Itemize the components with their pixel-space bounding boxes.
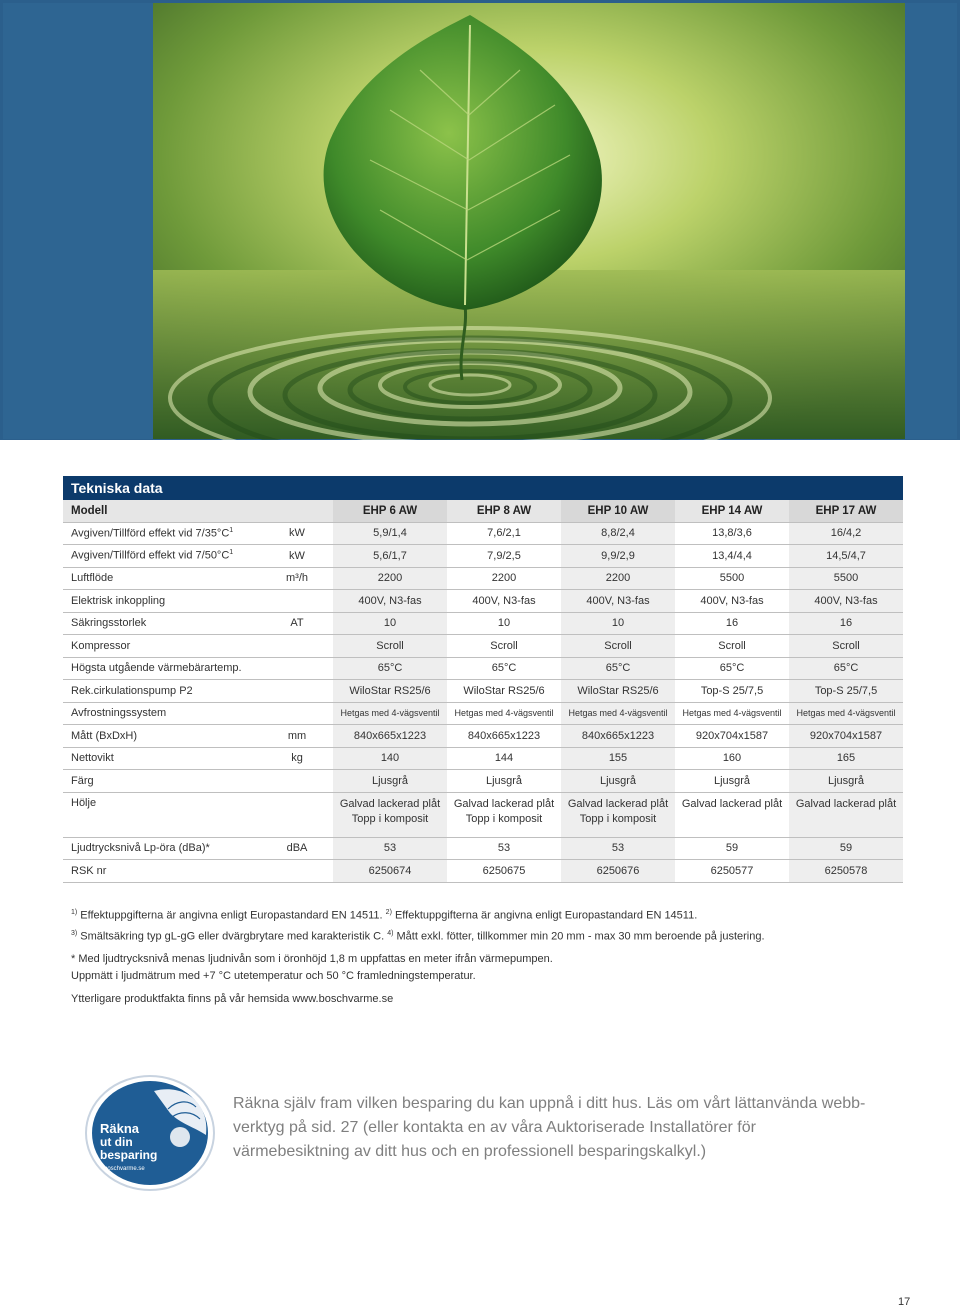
table-row xyxy=(63,590,903,613)
row-unit: mm xyxy=(261,725,333,748)
table-cell: 840x665x1223 xyxy=(447,725,561,748)
row-unit: dBA xyxy=(261,837,333,860)
row-label xyxy=(63,545,261,568)
table-cell: 7,9/2,5 xyxy=(447,545,561,568)
row-unit xyxy=(261,860,333,883)
table-cell: 65°C xyxy=(675,657,789,680)
table-cell: Ljusgrå xyxy=(789,770,903,793)
row-label xyxy=(63,747,261,770)
table-cell: 400V, N3-fas xyxy=(333,590,447,613)
row-label-text: Färg xyxy=(71,774,94,787)
row-label xyxy=(63,635,261,658)
savings-badge[interactable] xyxy=(84,1073,218,1193)
row-unit: m³/h xyxy=(261,567,333,590)
badge-line-3: besparing xyxy=(100,1148,158,1162)
row-unit: kg xyxy=(261,747,333,770)
table-cell: Hetgas med 4-vägsventil xyxy=(789,702,903,725)
table-cell: Scroll xyxy=(789,635,903,658)
row-label-text: Mått (BxDxH) xyxy=(71,729,137,742)
table-cell: Ljusgrå xyxy=(333,770,447,793)
table-cell: Galvad lackerad plåt Topp i komposit xyxy=(333,792,447,837)
table-cell: WiloStar RS25/6 xyxy=(333,680,447,703)
table-cell: Hetgas med 4-vägsventil xyxy=(447,702,561,725)
table-cell: 400V, N3-fas xyxy=(675,590,789,613)
table-cell: 59 xyxy=(789,837,903,860)
table-cell: 9,9/2,9 xyxy=(561,545,675,568)
footnote-sound: * Med ljudtrycksnivå menas ljudnivån som i öronhöjd 1,8 m uppfattas en meter ifrån värmepumpen. xyxy=(71,953,553,966)
row-unit xyxy=(261,770,333,793)
row-label-text: Avfrostningssystem xyxy=(71,707,167,720)
table-cell: 10 xyxy=(447,612,561,635)
table-cell: 400V, N3-fas xyxy=(789,590,903,613)
table-cell: 10 xyxy=(333,612,447,635)
table-cell: 840x665x1223 xyxy=(561,725,675,748)
table-cell: 6250675 xyxy=(447,860,561,883)
table-cell: 6250577 xyxy=(675,860,789,883)
table-cell: 6250578 xyxy=(789,860,903,883)
row-label-text: Ljudtrycksnivå Lp-öra (dBa)* xyxy=(71,842,210,855)
table-cell: WiloStar RS25/6 xyxy=(447,680,561,703)
table-cell: 5,6/1,7 xyxy=(333,545,447,568)
column-header: EHP 6 AW xyxy=(333,500,447,522)
row-label-text: Avgiven/Tillförd effekt vid 7/50°C xyxy=(71,550,230,563)
table-cell: Scroll xyxy=(333,635,447,658)
row-label xyxy=(63,567,261,590)
table-cell: 165 xyxy=(789,747,903,770)
table-cell: 840x665x1223 xyxy=(333,725,447,748)
table-cell: 13,8/3,6 xyxy=(675,522,789,545)
table-row xyxy=(63,837,903,860)
table-row xyxy=(63,522,903,545)
row-label xyxy=(63,702,261,725)
row-unit xyxy=(261,657,333,680)
table-cell: 59 xyxy=(675,837,789,860)
row-label-sup: 1 xyxy=(229,549,234,557)
badge-line-2: ut din xyxy=(100,1135,133,1149)
row-label-text: RSK nr xyxy=(71,864,107,877)
row-label xyxy=(63,770,261,793)
row-unit xyxy=(261,792,333,837)
table-cell: 10 xyxy=(561,612,675,635)
table-cell: 13,4/4,4 xyxy=(675,545,789,568)
column-header: EHP 10 AW xyxy=(561,500,675,522)
table-cell: 140 xyxy=(333,747,447,770)
row-label-sup: 1 xyxy=(229,526,234,534)
table-row xyxy=(63,792,903,837)
table-row xyxy=(63,747,903,770)
badge-line-1: Räkna xyxy=(100,1121,140,1136)
row-label-text: Kompressor xyxy=(71,639,131,652)
table-cell: 65°C xyxy=(561,657,675,680)
table-cell: 53 xyxy=(447,837,561,860)
row-label xyxy=(63,590,261,613)
page-number: 17 xyxy=(898,1296,911,1308)
table-cell: Top-S 25/7,5 xyxy=(789,680,903,703)
column-header xyxy=(261,500,333,522)
row-label-text: Rek.cirkulationspump P2 xyxy=(71,684,193,697)
table-cell: 5,9/1,4 xyxy=(333,522,447,545)
table-cell: Galvad lackerad plåt Topp i komposit xyxy=(447,792,561,837)
table-cell: 65°C xyxy=(789,657,903,680)
row-label-text: Säkringsstorlek xyxy=(71,617,147,630)
table-cell: 144 xyxy=(447,747,561,770)
table-cell: 920x704x1587 xyxy=(789,725,903,748)
table-cell: Scroll xyxy=(675,635,789,658)
table-cell: 16 xyxy=(675,612,789,635)
table-cell: 2200 xyxy=(447,567,561,590)
table-row xyxy=(63,725,903,748)
table-row xyxy=(63,567,903,590)
row-label xyxy=(63,792,261,837)
table-cell: 2200 xyxy=(333,567,447,590)
table-row xyxy=(63,635,903,658)
row-label-text: Elektrisk inkoppling xyxy=(71,594,166,607)
footnote-line-2: $^{3)}$ Smältsäkring typ gL-gG eller dvärgbrytare med karakteristik C. $^{4)}$ Mått exkl. fötter, tillkommer min 20 mm - max 30 mm beroende på justering. xyxy=(71,929,765,943)
table-cell: Hetgas med 4-vägsventil xyxy=(675,702,789,725)
footnote-website: Ytterligare produktfakta finns på vår hemsida www.boschvarme.se xyxy=(71,993,394,1006)
row-label xyxy=(63,860,261,883)
row-label-text: Hölje xyxy=(71,796,97,809)
table-cell: 65°C xyxy=(447,657,561,680)
table-cell: 920x704x1587 xyxy=(675,725,789,748)
table-header-row xyxy=(63,500,903,522)
row-label xyxy=(63,680,261,703)
table-cell: Ljusgrå xyxy=(675,770,789,793)
technical-data-table xyxy=(63,476,903,883)
table-row xyxy=(63,770,903,793)
footnote-line-1: $^{1)}$ Effektuppgifterna är angivna enligt Europastandard EN 14511. $^{2)}$ Effektuppgifterna är angivna enligt Europastandard EN 14511. xyxy=(71,909,698,922)
table-cell: Hetgas med 4-vägsventil xyxy=(333,702,447,725)
row-unit xyxy=(261,680,333,703)
table-cell: Galvad lackerad plåt xyxy=(675,792,789,837)
row-label xyxy=(63,657,261,680)
table-cell: 160 xyxy=(675,747,789,770)
table-row xyxy=(63,680,903,703)
row-label-text: Högsta utgående värmebärartemp. xyxy=(71,662,242,675)
table-cell: 8,8/2,4 xyxy=(561,522,675,545)
row-label xyxy=(63,725,261,748)
table-row xyxy=(63,612,903,635)
row-label xyxy=(63,522,261,545)
table-cell: Ljusgrå xyxy=(447,770,561,793)
row-label-text: Avgiven/Tillförd effekt vid 7/35°C xyxy=(71,527,230,540)
column-header: EHP 8 AW xyxy=(447,500,561,522)
row-label-text: Luftflöde xyxy=(71,572,114,585)
table-cell: 400V, N3-fas xyxy=(447,590,561,613)
table-cell: 5500 xyxy=(789,567,903,590)
table-row xyxy=(63,545,903,568)
table-cell: Scroll xyxy=(447,635,561,658)
table-title: Tekniska data xyxy=(63,476,903,500)
hero-image xyxy=(0,0,960,440)
table-cell: Scroll xyxy=(561,635,675,658)
table-cell: WiloStar RS25/6 xyxy=(561,680,675,703)
table-cell: 14,5/4,7 xyxy=(789,545,903,568)
table-cell: 2200 xyxy=(561,567,675,590)
table-cell: 16/4,2 xyxy=(789,522,903,545)
table-cell: 6250674 xyxy=(333,860,447,883)
table-cell: Top-S 25/7,5 xyxy=(675,680,789,703)
table-cell: Galvad lackerad plåt xyxy=(789,792,903,837)
table-cell: 400V, N3-fas xyxy=(561,590,675,613)
column-header: Modell xyxy=(63,500,261,522)
footnote-measure: Uppmätt i ljudmätrum med +7 °C utetemperatur och 50 °C framledningstemperatur. xyxy=(71,970,476,983)
row-unit: kW xyxy=(261,545,333,568)
footnotes xyxy=(71,904,901,1008)
table-cell: 53 xyxy=(333,837,447,860)
promo-text: Räkna själv fram vilken besparing du kan uppnå i ditt hus. Läs om vårt lättanvända webb-verktyg på sid. 27 (eller kontakta en av våra Auktoriserade Installatörer för värmebesiktning av ditt hus och en professionell besparingskalkyl.) xyxy=(233,1095,866,1160)
table-cell: 5500 xyxy=(675,567,789,590)
table-row xyxy=(63,657,903,680)
row-label xyxy=(63,837,261,860)
column-header: EHP 17 AW xyxy=(789,500,903,522)
row-unit: kW xyxy=(261,522,333,545)
table-row xyxy=(63,702,903,725)
table-cell: Ljusgrå xyxy=(561,770,675,793)
table-row xyxy=(63,860,903,883)
badge-url: boschvarme.se xyxy=(104,1166,145,1172)
table-cell: Galvad lackerad plåt Topp i komposit xyxy=(561,792,675,837)
table-cell: 6250676 xyxy=(561,860,675,883)
column-header: EHP 14 AW xyxy=(675,500,789,522)
table-cell: 7,6/2,1 xyxy=(447,522,561,545)
table-cell: 53 xyxy=(561,837,675,860)
row-unit: AT xyxy=(261,612,333,635)
row-unit xyxy=(261,635,333,658)
row-unit xyxy=(261,590,333,613)
table-cell: Hetgas med 4-vägsventil xyxy=(561,702,675,725)
table-cell: 16 xyxy=(789,612,903,635)
row-unit xyxy=(261,702,333,725)
table-cell: 65°C xyxy=(333,657,447,680)
row-label-text: Nettovikt xyxy=(71,752,114,765)
table-cell: 155 xyxy=(561,747,675,770)
row-label xyxy=(63,612,261,635)
